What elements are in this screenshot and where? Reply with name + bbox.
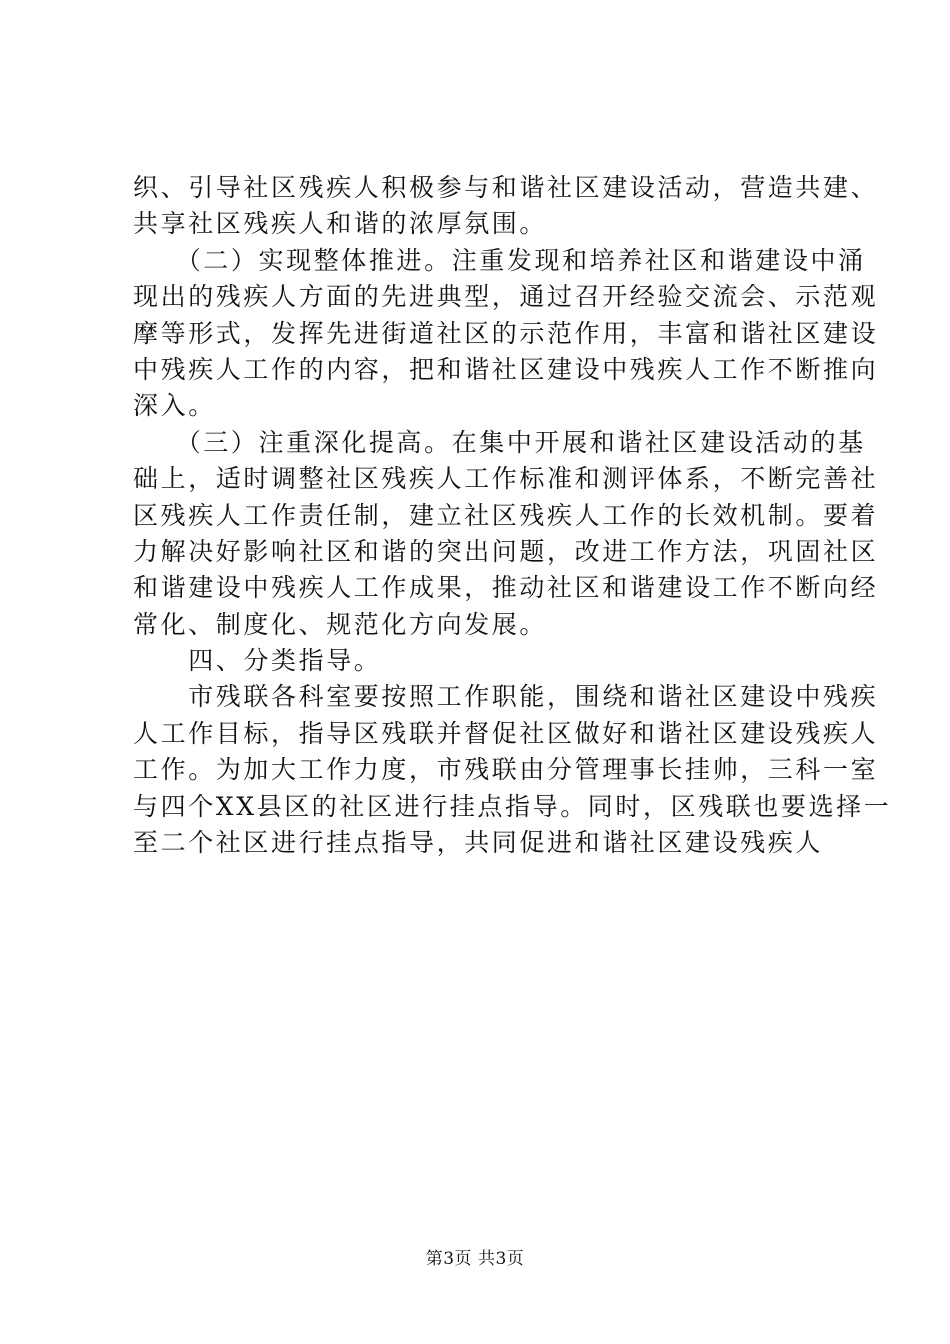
text-line: 工作。为加大工作力度，市残联由分管理事长挂帅，三科一室 [133,755,879,785]
text-line: （三）注重深化提高。在集中开展和谐社区建设活动的基 [133,427,866,457]
text-line: 摩等形式，发挥先进街道社区的示范作用，丰富和谐社区建设 [133,318,879,348]
text-line: 常化、制度化、规范化方向发展。 [133,609,548,639]
text-line: 人工作目标，指导区残联并督促社区做好和谐社区建设残疾人 [133,718,879,748]
text-line: 础上，适时调整社区残疾人工作标准和测评体系，不断完善社 [133,464,879,494]
text-line: 至二个社区进行挂点指导，共同促进和谐社区建设残疾人 [133,828,824,858]
text-line: 市残联各科室要按照工作职能，围绕和谐社区建设中残疾 [133,682,879,712]
text-line: 现出的残疾人方面的先进典型，通过召开经验交流会、示范观 [133,282,879,312]
text-line: （二）实现整体推进。注重发现和培养社区和谐建设中涌 [133,245,866,275]
text-line: 共享社区残疾人和谐的浓厚氛围。 [133,209,548,239]
text-line: 织、引导社区残疾人积极参与和谐社区建设活动，营造共建、 [133,173,879,202]
document-body [133,170,892,861]
page-footer [0,1244,950,1269]
text-line: 深入。 [133,391,216,421]
text-line: 中残疾人工作的内容，把和谐社区建设中残疾人工作不断推向 [133,354,879,384]
text-line: 四、分类指导。 [133,646,382,676]
text-line: 和谐建设中残疾人工作成果，推动社区和谐建设工作不断向经 [133,573,879,603]
text-line: 力解决好影响社区和谐的突出问题，改进工作方法，巩固社区 [133,536,879,566]
text-line: 与四个XX县区的社区进行挂点指导。同时，区残联也要选择一 [133,791,892,821]
text-line: 区残疾人工作责任制，建立社区残疾人工作的长效机制。要着 [133,500,879,530]
page-number-label: 第3页 共3页 [425,1249,525,1269]
